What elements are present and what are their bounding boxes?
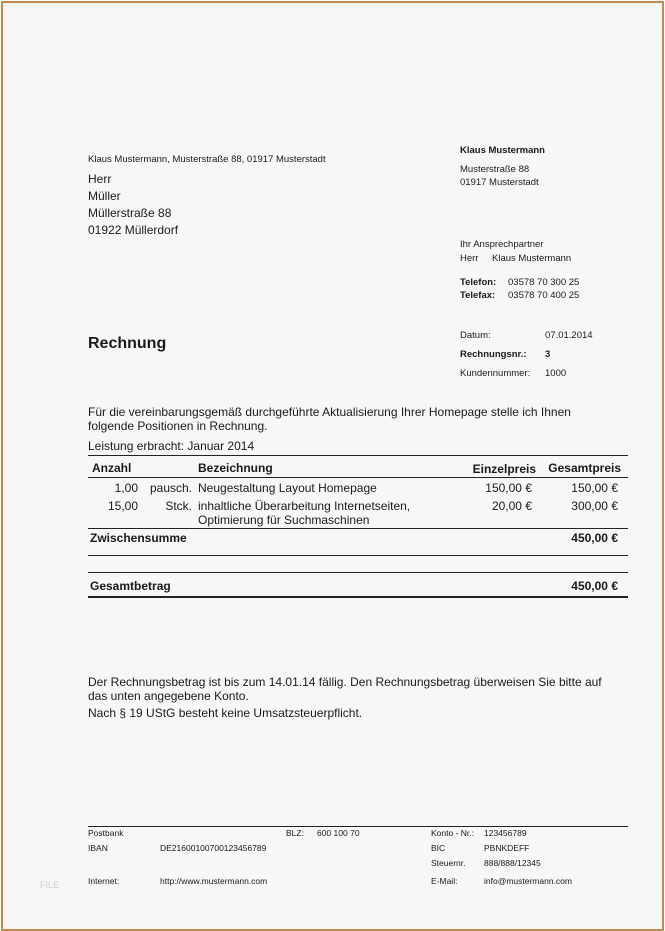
row-2-desc: inhaltliche Überarbeitung Internetseiten, [198, 499, 411, 513]
closing-line-2: das unten angegebene Konto. [88, 689, 249, 703]
customer-no-value: 1000 [545, 368, 567, 379]
grand-total-value: 450,00 € [571, 579, 618, 593]
date-label: Datum: [460, 330, 491, 341]
footer-rule [88, 826, 628, 827]
closing-line-3: Nach § 19 UStG besteht keine Umsatzsteuerpflicht. [88, 706, 363, 720]
blz-value: 600 100 70 [317, 828, 360, 838]
account-value: 123456789 [484, 828, 527, 838]
iban-value: DE21600100700123456789 [160, 843, 267, 853]
phone-value: 03578 70 300 25 [508, 277, 580, 288]
recipient-city: 01922 Müllerdorf [88, 223, 179, 237]
phone-label: Telefon: [460, 277, 497, 288]
tax-label: Steuernr. [431, 858, 466, 868]
recipient-salutation: Herr [88, 172, 112, 186]
subtotal-label: Zwischensumme [90, 531, 187, 545]
recipient-street: Müllerstraße 88 [88, 206, 172, 220]
table-header-rule [88, 477, 628, 478]
header-qty: Anzahl [92, 461, 132, 475]
date-value: 07.01.2014 [545, 330, 593, 341]
customer-no-label: Kundennummer: [460, 368, 531, 379]
bank-label: Postbank [88, 828, 124, 838]
subtotal-top-rule [88, 528, 628, 529]
row-1-total: 150,00 € [571, 481, 618, 495]
invoice-no-label: Rechnungsnr.: [460, 349, 527, 360]
email-link[interactable]: info@mustermann.com [484, 876, 572, 886]
iban-label: IBAN [88, 843, 108, 853]
tax-value: 888/888/12345 [484, 858, 541, 868]
subtotal-value: 450,00 € [571, 531, 618, 545]
document-title: Rechnung [88, 335, 167, 352]
row-2-desc-cont: Optimierung für Suchmaschinen [198, 513, 370, 527]
row-2-unit: Stck. [165, 499, 192, 513]
row-1-unit: pausch. [149, 481, 192, 495]
row-2-unit-price: 20,00 € [491, 499, 532, 513]
sender-return-line: Klaus Mustermann, Musterstraße 88, 01917 Musterstadt [88, 154, 326, 165]
grand-total-bottom-rule [88, 596, 628, 598]
header-desc: Bezeichnung [198, 461, 273, 475]
account-label: Konto - Nr.: [431, 828, 474, 838]
bic-label: BIC [431, 843, 446, 853]
contact-name: Klaus Mustermann [492, 253, 572, 264]
table-top-rule [88, 455, 628, 456]
intro-line-2: folgende Positionen in Rechnung. [88, 419, 268, 433]
header-unit-price: Einzelpreis [472, 462, 536, 476]
closing-line-1: Der Rechnungsbetrag ist bis zum 14.01.14 fällig. Den Rechnungsbetrag überweisen Sie bitte auf [88, 675, 602, 689]
invoice-no-value: 3 [545, 349, 551, 360]
fax-label: Telefax: [460, 290, 496, 301]
bic-value: PBNKDEFF [484, 843, 530, 853]
service-period: Leistung erbracht: Januar 2014 [88, 439, 255, 453]
email-label: E-Mail: [431, 876, 458, 886]
intro-line-1: Für die vereinbarungsgemäß durchgeführte Aktualisierung Ihrer Homepage stelle ich Ihnen [88, 405, 571, 419]
recipient-name: Müller [88, 189, 121, 203]
row-1-desc: Neugestaltung Layout Homepage [198, 481, 377, 495]
row-2-qty: 15,00 [107, 499, 138, 513]
header-total: Gesamtpreis [548, 461, 621, 475]
row-1-qty: 1,00 [114, 481, 138, 495]
sender-city: 01917 Musterstadt [460, 177, 539, 188]
watermark-text: FILE [40, 880, 60, 890]
contact-heading: Ihr Ansprechpartner [460, 239, 544, 250]
sender-street: Musterstraße 88 [460, 164, 530, 175]
row-1-unit-price: 150,00 € [485, 481, 532, 495]
row-2-total: 300,00 € [571, 499, 618, 513]
sender-name: Klaus Mustermann [460, 145, 545, 156]
fax-value: 03578 70 400 25 [508, 290, 580, 301]
blz-label: BLZ: [286, 828, 304, 838]
web-label: Internet: [88, 876, 120, 886]
web-link[interactable]: http://www.mustermann.com [160, 876, 268, 886]
subtotal-bottom-rule [88, 555, 628, 556]
contact-salutation: Herr [460, 253, 479, 264]
grand-total-top-rule [88, 572, 628, 573]
grand-total-label: Gesamtbetrag [90, 579, 171, 593]
